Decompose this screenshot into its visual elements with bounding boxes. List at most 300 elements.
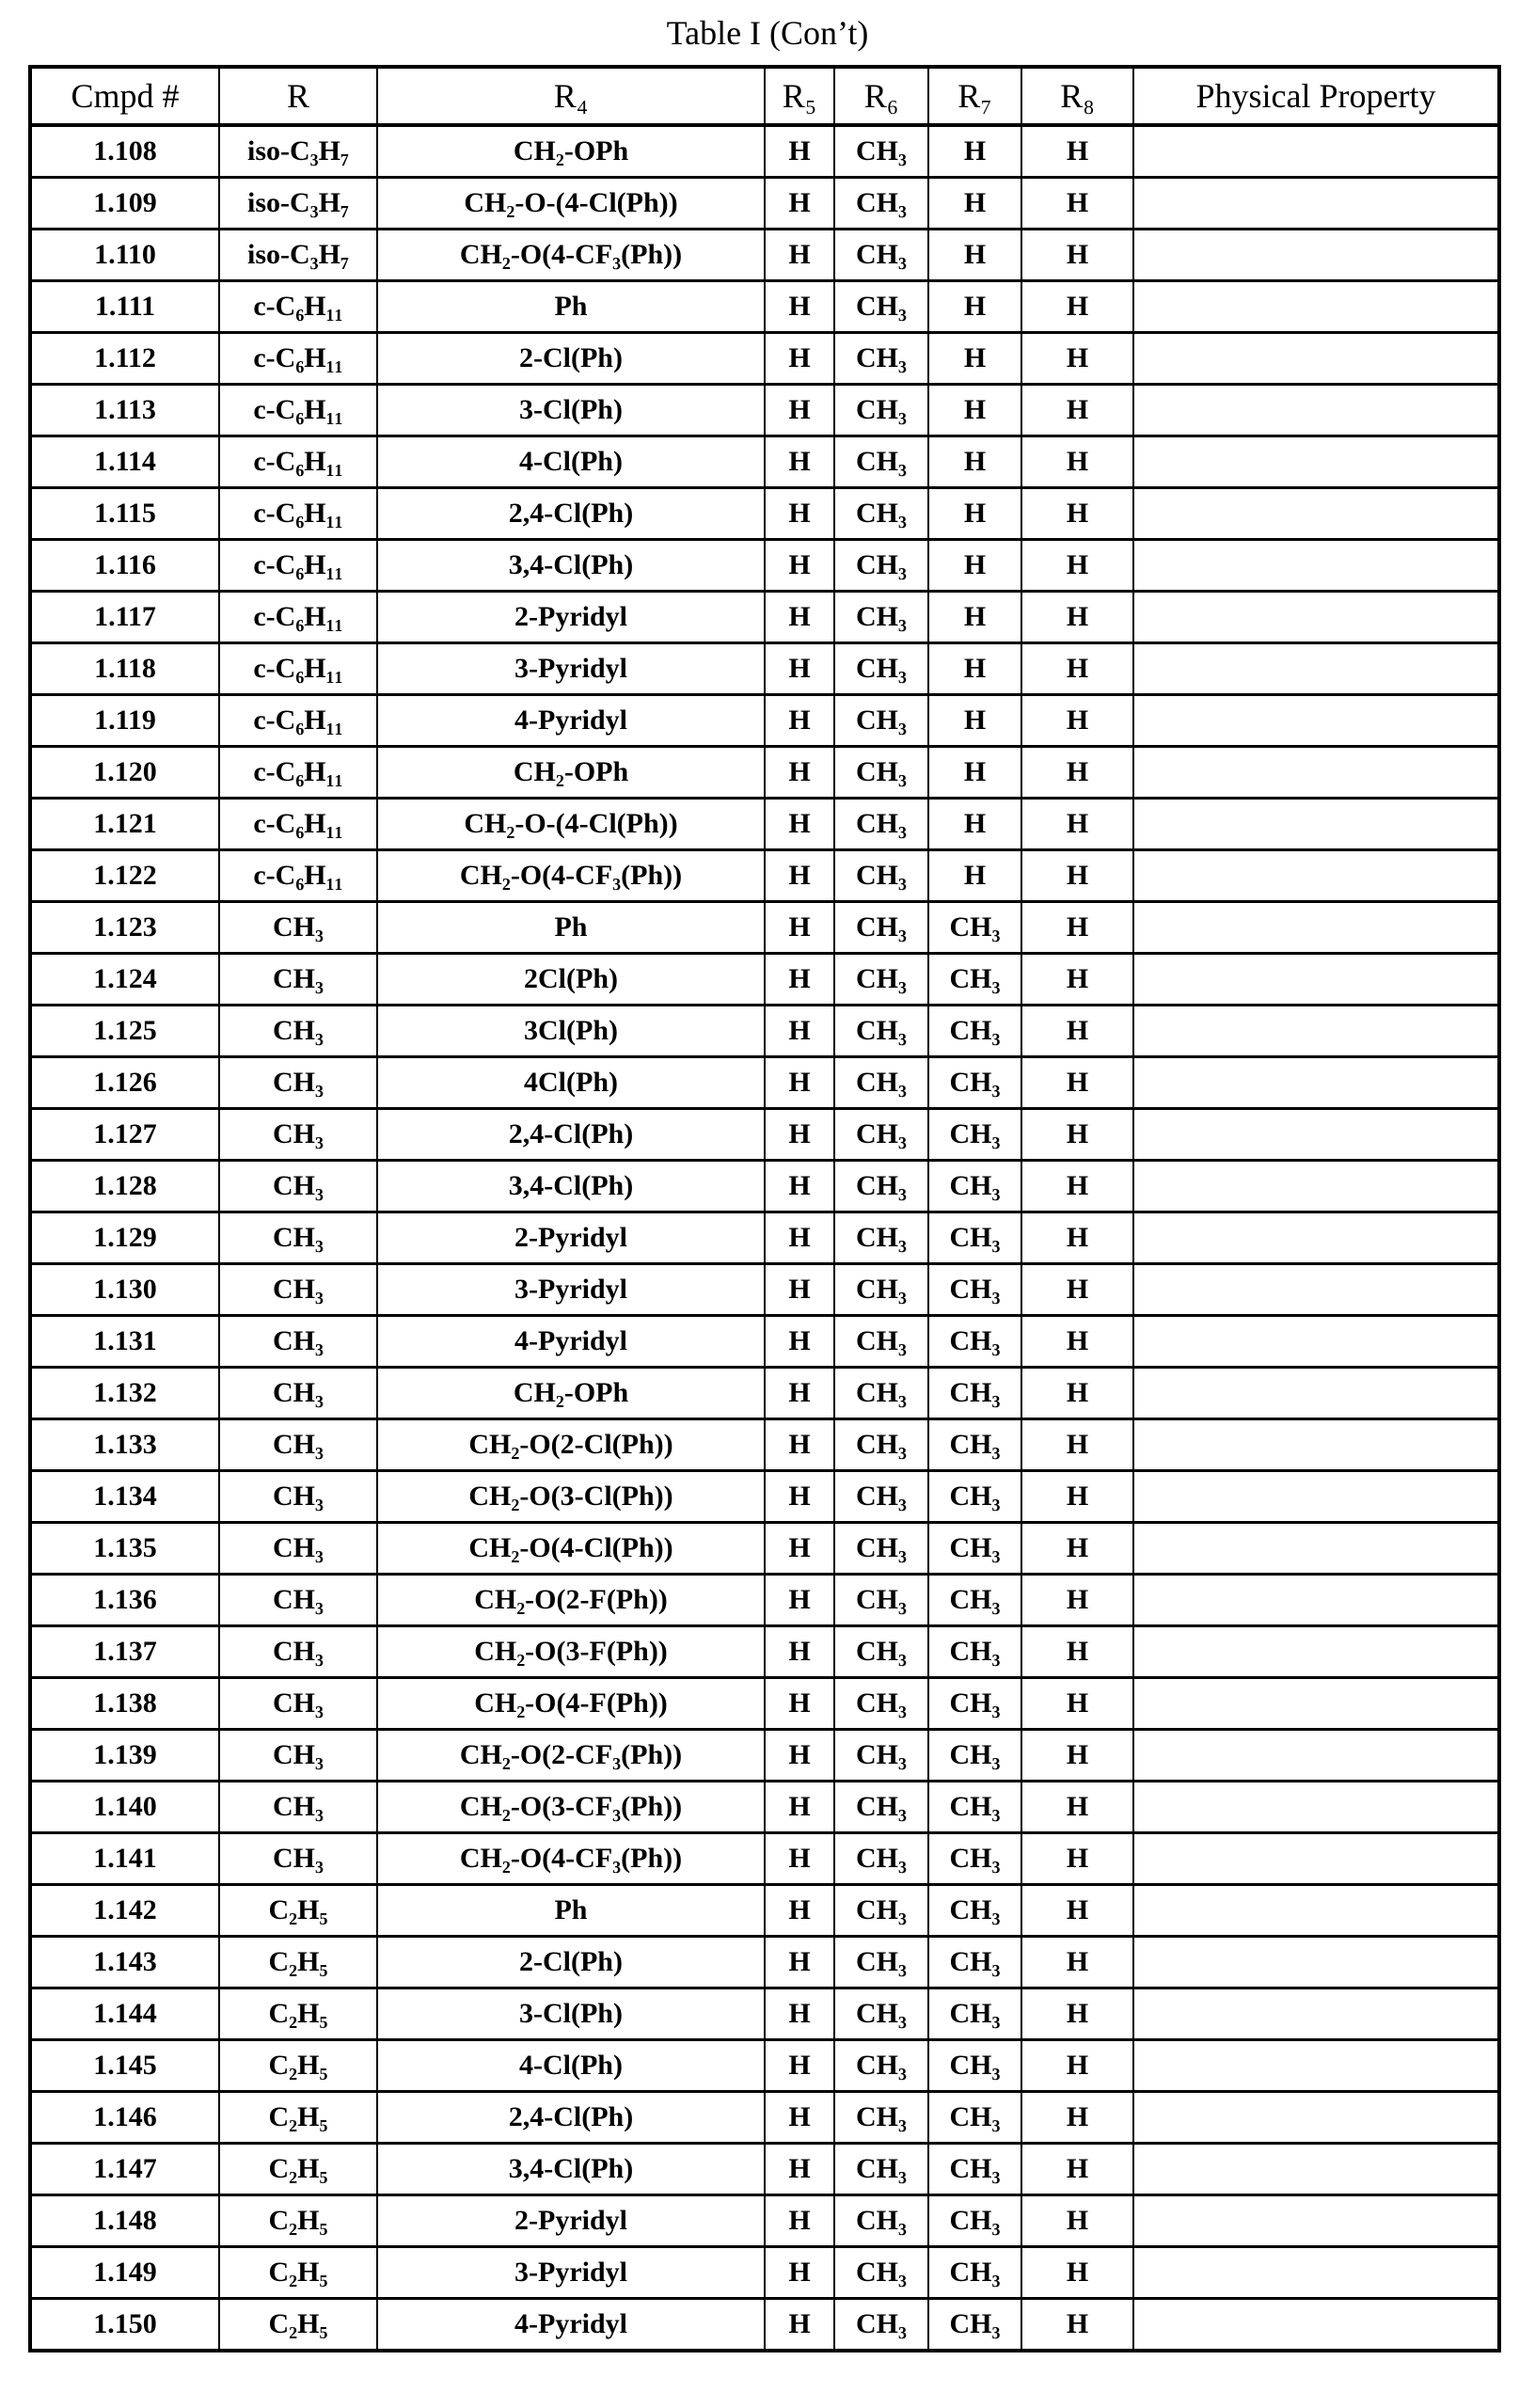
- cell-r4: 3Cl(Ph): [377, 1006, 765, 1057]
- cell-r7: H: [928, 125, 1021, 178]
- cell-r6: CH₃: [834, 1988, 928, 2040]
- cell-r: CH₃: [219, 1782, 377, 1833]
- cell-r7: H: [928, 850, 1021, 902]
- cell-r8: H: [1021, 1833, 1133, 1885]
- cell-r5: H: [765, 954, 834, 1006]
- cell-r8: H: [1021, 1161, 1133, 1212]
- cell-cmpd-number: 1.138: [30, 1678, 219, 1730]
- cell-r5: H: [765, 1678, 834, 1730]
- table-row: [30, 2092, 1499, 2144]
- cell-r7: CH₃: [928, 1575, 1021, 1626]
- cell-physical-property: [1133, 1057, 1499, 1109]
- cell-r4: CH₂-OPh: [377, 747, 765, 799]
- table-row: [30, 1368, 1499, 1419]
- cell-r5: H: [765, 799, 834, 850]
- cell-r4: CH₂-O(4-F(Ph)): [377, 1678, 765, 1730]
- cell-r5: H: [765, 125, 834, 178]
- table-row: [30, 1161, 1499, 1212]
- cell-r: c-C₆H₁₁: [219, 281, 377, 333]
- cell-cmpd-number: 1.114: [30, 436, 219, 488]
- cell-r4: 2-Pyridyl: [377, 1212, 765, 1264]
- cell-cmpd-number: 1.121: [30, 799, 219, 850]
- cell-r6: CH₃: [834, 1109, 928, 1161]
- cell-r8: H: [1021, 2040, 1133, 2092]
- cell-r6: CH₃: [834, 540, 928, 592]
- cell-r4: CH₂-O(2-Cl(Ph)): [377, 1419, 765, 1471]
- cell-r8: H: [1021, 1885, 1133, 1937]
- cell-r5: H: [765, 436, 834, 488]
- cell-r6: CH₃: [834, 1212, 928, 1264]
- cell-r7: H: [928, 281, 1021, 333]
- cell-r7: H: [928, 592, 1021, 643]
- table-row: [30, 1264, 1499, 1316]
- cell-r8: H: [1021, 1057, 1133, 1109]
- cell-r5: H: [765, 1057, 834, 1109]
- cell-r: CH₃: [219, 1316, 377, 1368]
- cell-physical-property: [1133, 2092, 1499, 2144]
- table-row: [30, 902, 1499, 954]
- cell-cmpd-number: 1.113: [30, 385, 219, 436]
- cell-r8: H: [1021, 592, 1133, 643]
- cell-r5: H: [765, 1988, 834, 2040]
- cell-r5: H: [765, 1109, 834, 1161]
- cell-r6: CH₃: [834, 385, 928, 436]
- cell-cmpd-number: 1.123: [30, 902, 219, 954]
- cell-r: c-C₆H₁₁: [219, 850, 377, 902]
- cell-cmpd-number: 1.146: [30, 2092, 219, 2144]
- cell-r: CH₃: [219, 1212, 377, 1264]
- cell-r6: CH₃: [834, 902, 928, 954]
- cell-physical-property: [1133, 1885, 1499, 1937]
- cell-r6: CH₃: [834, 333, 928, 385]
- cell-r7: CH₃: [928, 1006, 1021, 1057]
- cell-r6: CH₃: [834, 747, 928, 799]
- cell-cmpd-number: 1.148: [30, 2195, 219, 2247]
- cell-r8: H: [1021, 954, 1133, 1006]
- cell-r4: CH₂-OPh: [377, 1368, 765, 1419]
- cell-r: C₂H₅: [219, 2299, 377, 2352]
- cell-r8: H: [1021, 1523, 1133, 1575]
- cell-r: CH₃: [219, 1833, 377, 1885]
- cell-r7: CH₃: [928, 1161, 1021, 1212]
- cell-r: CH₃: [219, 954, 377, 1006]
- cell-physical-property: [1133, 1368, 1499, 1419]
- cell-cmpd-number: 1.137: [30, 1626, 219, 1678]
- cell-r7: CH₃: [928, 1833, 1021, 1885]
- cell-r4: 4-Cl(Ph): [377, 436, 765, 488]
- cell-r6: CH₃: [834, 1730, 928, 1782]
- cell-r8: H: [1021, 125, 1133, 178]
- cell-r6: CH₃: [834, 1368, 928, 1419]
- cell-cmpd-number: 1.130: [30, 1264, 219, 1316]
- cell-cmpd-number: 1.140: [30, 1782, 219, 1833]
- cell-r5: H: [765, 1368, 834, 1419]
- cell-r4: CH₂-O(2-CF₃(Ph)): [377, 1730, 765, 1782]
- cell-cmpd-number: 1.116: [30, 540, 219, 592]
- cell-r4: CH₂-O(3-F(Ph)): [377, 1626, 765, 1678]
- cell-r7: CH₃: [928, 902, 1021, 954]
- cell-r5: H: [765, 2247, 834, 2299]
- cell-r5: H: [765, 592, 834, 643]
- cell-r5: H: [765, 1626, 834, 1678]
- cell-cmpd-number: 1.149: [30, 2247, 219, 2299]
- cell-physical-property: [1133, 1212, 1499, 1264]
- cell-r: CH₃: [219, 1006, 377, 1057]
- table-row: [30, 1678, 1499, 1730]
- cell-physical-property: [1133, 592, 1499, 643]
- cell-r8: H: [1021, 2144, 1133, 2195]
- cell-r4: 2-Cl(Ph): [377, 333, 765, 385]
- cell-r4: CH₂-O(3-CF₃(Ph)): [377, 1782, 765, 1833]
- cell-r8: H: [1021, 230, 1133, 281]
- cell-r8: H: [1021, 1419, 1133, 1471]
- cell-physical-property: [1133, 2299, 1499, 2352]
- cell-cmpd-number: 1.142: [30, 1885, 219, 1937]
- cell-physical-property: [1133, 1109, 1499, 1161]
- cell-r7: H: [928, 230, 1021, 281]
- cell-r8: H: [1021, 1782, 1133, 1833]
- cell-r8: H: [1021, 1626, 1133, 1678]
- cell-physical-property: [1133, 2247, 1499, 2299]
- table-row: [30, 178, 1499, 230]
- cell-r5: H: [765, 2092, 834, 2144]
- cell-physical-property: [1133, 1626, 1499, 1678]
- cell-r7: CH₃: [928, 2195, 1021, 2247]
- cell-r7: CH₃: [928, 2299, 1021, 2352]
- cell-r: CH₃: [219, 1730, 377, 1782]
- cell-r8: H: [1021, 2247, 1133, 2299]
- cell-r: C₂H₅: [219, 2195, 377, 2247]
- cell-physical-property: [1133, 333, 1499, 385]
- cell-physical-property: [1133, 1833, 1499, 1885]
- cell-r: c-C₆H₁₁: [219, 333, 377, 385]
- cell-r7: CH₃: [928, 1988, 1021, 2040]
- cell-physical-property: [1133, 850, 1499, 902]
- table-row: [30, 385, 1499, 436]
- cell-r5: H: [765, 2040, 834, 2092]
- cell-cmpd-number: 1.143: [30, 1937, 219, 1988]
- table-row: [30, 1316, 1499, 1368]
- table-row: [30, 2247, 1499, 2299]
- cell-r4: 4-Cl(Ph): [377, 2040, 765, 2092]
- table-row: [30, 2299, 1499, 2352]
- cell-physical-property: [1133, 230, 1499, 281]
- cell-r5: H: [765, 643, 834, 695]
- cell-physical-property: [1133, 281, 1499, 333]
- cell-physical-property: [1133, 2144, 1499, 2195]
- cell-r7: CH₃: [928, 1109, 1021, 1161]
- table-row: [30, 1988, 1499, 2040]
- table-row: [30, 850, 1499, 902]
- cell-physical-property: [1133, 747, 1499, 799]
- cell-physical-property: [1133, 436, 1499, 488]
- cell-r8: H: [1021, 1678, 1133, 1730]
- table-row: [30, 954, 1499, 1006]
- cell-cmpd-number: 1.127: [30, 1109, 219, 1161]
- cell-r: C₂H₅: [219, 2040, 377, 2092]
- cell-r4: 3-Cl(Ph): [377, 385, 765, 436]
- table-row: [30, 2195, 1499, 2247]
- cell-physical-property: [1133, 1161, 1499, 1212]
- cell-r8: H: [1021, 1109, 1133, 1161]
- cell-physical-property: [1133, 385, 1499, 436]
- cell-cmpd-number: 1.112: [30, 333, 219, 385]
- cell-r8: H: [1021, 850, 1133, 902]
- cell-r4: CH₂-OPh: [377, 125, 765, 178]
- cell-physical-property: [1133, 799, 1499, 850]
- cell-r5: H: [765, 1833, 834, 1885]
- cell-r7: CH₃: [928, 1626, 1021, 1678]
- cell-r8: H: [1021, 902, 1133, 954]
- cell-physical-property: [1133, 902, 1499, 954]
- cell-cmpd-number: 1.124: [30, 954, 219, 1006]
- table-row: [30, 1109, 1499, 1161]
- cell-r7: H: [928, 333, 1021, 385]
- table-row: [30, 230, 1499, 281]
- cell-r7: H: [928, 695, 1021, 747]
- cell-r5: H: [765, 178, 834, 230]
- cell-r6: CH₃: [834, 1782, 928, 1833]
- cell-r7: CH₃: [928, 2144, 1021, 2195]
- cell-physical-property: [1133, 540, 1499, 592]
- cell-r6: CH₃: [834, 592, 928, 643]
- column-header-r6: R₆: [834, 67, 928, 125]
- cell-r: c-C₆H₁₁: [219, 436, 377, 488]
- cell-r6: CH₃: [834, 2195, 928, 2247]
- table-row: [30, 1833, 1499, 1885]
- table-row: [30, 1006, 1499, 1057]
- cell-r7: CH₃: [928, 1885, 1021, 1937]
- cell-cmpd-number: 1.145: [30, 2040, 219, 2092]
- cell-r6: CH₃: [834, 1316, 928, 1368]
- cell-r5: H: [765, 1575, 834, 1626]
- table-row: [30, 2040, 1499, 2092]
- cell-r8: H: [1021, 385, 1133, 436]
- cell-r8: H: [1021, 178, 1133, 230]
- cell-r6: CH₃: [834, 1833, 928, 1885]
- cell-r5: H: [765, 385, 834, 436]
- cell-r: C₂H₅: [219, 1988, 377, 2040]
- cell-physical-property: [1133, 2195, 1499, 2247]
- cell-r6: CH₃: [834, 1471, 928, 1523]
- cell-r7: H: [928, 747, 1021, 799]
- cell-r6: CH₃: [834, 1523, 928, 1575]
- cell-r6: CH₃: [834, 2247, 928, 2299]
- table-row: [30, 747, 1499, 799]
- cell-r4: 2,4-Cl(Ph): [377, 2092, 765, 2144]
- cell-r5: H: [765, 230, 834, 281]
- column-header-cmpd-number: Cmpd #: [30, 67, 219, 125]
- cell-cmpd-number: 1.109: [30, 178, 219, 230]
- cell-cmpd-number: 1.135: [30, 1523, 219, 1575]
- cell-r4: 3,4-Cl(Ph): [377, 2144, 765, 2195]
- cell-physical-property: [1133, 954, 1499, 1006]
- column-header-r5: R₅: [765, 67, 834, 125]
- cell-r: CH₃: [219, 1471, 377, 1523]
- cell-physical-property: [1133, 1782, 1499, 1833]
- cell-r: C₂H₅: [219, 1885, 377, 1937]
- cell-r7: CH₃: [928, 1419, 1021, 1471]
- cell-physical-property: [1133, 1575, 1499, 1626]
- cell-r6: CH₃: [834, 1575, 928, 1626]
- table-row: [30, 281, 1499, 333]
- cell-r6: CH₃: [834, 281, 928, 333]
- cell-r: C₂H₅: [219, 1937, 377, 1988]
- cell-r6: CH₃: [834, 1937, 928, 1988]
- cell-physical-property: [1133, 488, 1499, 540]
- table-row: [30, 2144, 1499, 2195]
- cell-r8: H: [1021, 1575, 1133, 1626]
- cell-r5: H: [765, 1212, 834, 1264]
- cell-r6: CH₃: [834, 1006, 928, 1057]
- cell-cmpd-number: 1.131: [30, 1316, 219, 1368]
- cell-r6: CH₃: [834, 1885, 928, 1937]
- cell-r4: CH₂-O(2-F(Ph)): [377, 1575, 765, 1626]
- cell-r: CH₃: [219, 902, 377, 954]
- compound-table: [28, 65, 1501, 2353]
- cell-r4: CH₂-O(4-Cl(Ph)): [377, 1523, 765, 1575]
- cell-r6: CH₃: [834, 850, 928, 902]
- cell-r7: CH₃: [928, 2247, 1021, 2299]
- cell-cmpd-number: 1.136: [30, 1575, 219, 1626]
- cell-r6: CH₃: [834, 488, 928, 540]
- cell-r4: 3-Cl(Ph): [377, 1988, 765, 2040]
- cell-physical-property: [1133, 1937, 1499, 1988]
- cell-r7: CH₃: [928, 1316, 1021, 1368]
- cell-r7: CH₃: [928, 1937, 1021, 1988]
- cell-r8: H: [1021, 1988, 1133, 2040]
- cell-r4: 4Cl(Ph): [377, 1057, 765, 1109]
- cell-r5: H: [765, 902, 834, 954]
- cell-r4: 3-Pyridyl: [377, 2247, 765, 2299]
- cell-r7: CH₃: [928, 1678, 1021, 1730]
- cell-r5: H: [765, 1885, 834, 1937]
- cell-r5: H: [765, 1264, 834, 1316]
- cell-r8: H: [1021, 1316, 1133, 1368]
- cell-r4: CH₂-O(4-CF₃(Ph)): [377, 230, 765, 281]
- cell-r8: H: [1021, 333, 1133, 385]
- cell-r: CH₃: [219, 1264, 377, 1316]
- cell-r6: CH₃: [834, 2144, 928, 2195]
- cell-physical-property: [1133, 1678, 1499, 1730]
- cell-r4: 4-Pyridyl: [377, 1316, 765, 1368]
- cell-cmpd-number: 1.115: [30, 488, 219, 540]
- cell-r4: CH₂-O-(4-Cl(Ph)): [377, 178, 765, 230]
- cell-r: c-C₆H₁₁: [219, 695, 377, 747]
- cell-physical-property: [1133, 695, 1499, 747]
- cell-r4: 3-Pyridyl: [377, 643, 765, 695]
- cell-cmpd-number: 1.118: [30, 643, 219, 695]
- cell-r7: H: [928, 643, 1021, 695]
- table-title: Table I (Con’t): [0, 13, 1535, 53]
- cell-cmpd-number: 1.119: [30, 695, 219, 747]
- cell-r4: 2,4-Cl(Ph): [377, 488, 765, 540]
- cell-r: C₂H₅: [219, 2144, 377, 2195]
- cell-r8: H: [1021, 1368, 1133, 1419]
- cell-r: c-C₆H₁₁: [219, 385, 377, 436]
- cell-r4: CH₂-O(4-CF₃(Ph)): [377, 850, 765, 902]
- table-row: [30, 1730, 1499, 1782]
- cell-physical-property: [1133, 1730, 1499, 1782]
- table-row: [30, 540, 1499, 592]
- cell-r: c-C₆H₁₁: [219, 592, 377, 643]
- cell-r: c-C₆H₁₁: [219, 488, 377, 540]
- table-row: [30, 1626, 1499, 1678]
- cell-cmpd-number: 1.120: [30, 747, 219, 799]
- cell-physical-property: [1133, 1523, 1499, 1575]
- cell-r8: H: [1021, 1264, 1133, 1316]
- cell-r5: H: [765, 1782, 834, 1833]
- cell-r7: CH₃: [928, 1782, 1021, 1833]
- cell-physical-property: [1133, 1471, 1499, 1523]
- cell-r7: CH₃: [928, 1212, 1021, 1264]
- table-row: [30, 1575, 1499, 1626]
- cell-r4: 2-Pyridyl: [377, 592, 765, 643]
- cell-physical-property: [1133, 125, 1499, 178]
- cell-r4: Ph: [377, 1885, 765, 1937]
- cell-r6: CH₃: [834, 643, 928, 695]
- cell-r5: H: [765, 1316, 834, 1368]
- cell-r5: H: [765, 850, 834, 902]
- column-header-r8: R₈: [1021, 67, 1133, 125]
- table-row: [30, 799, 1499, 850]
- cell-r6: CH₃: [834, 2092, 928, 2144]
- cell-r4: Ph: [377, 281, 765, 333]
- cell-r5: H: [765, 1937, 834, 1988]
- cell-r4: CH₂-O(3-Cl(Ph)): [377, 1471, 765, 1523]
- cell-r5: H: [765, 2195, 834, 2247]
- column-header-r4: R₄: [377, 67, 765, 125]
- cell-r6: CH₃: [834, 695, 928, 747]
- cell-r6: CH₃: [834, 799, 928, 850]
- cell-r8: H: [1021, 643, 1133, 695]
- cell-r8: H: [1021, 2092, 1133, 2144]
- cell-physical-property: [1133, 1419, 1499, 1471]
- table-row: [30, 695, 1499, 747]
- cell-r: C₂H₅: [219, 2247, 377, 2299]
- cell-r5: H: [765, 1730, 834, 1782]
- cell-r6: CH₃: [834, 1057, 928, 1109]
- column-header-r7: R₇: [928, 67, 1021, 125]
- cell-r7: H: [928, 540, 1021, 592]
- cell-cmpd-number: 1.117: [30, 592, 219, 643]
- cell-r8: H: [1021, 1937, 1133, 1988]
- cell-r: iso-C₃H₇: [219, 230, 377, 281]
- cell-r8: H: [1021, 281, 1133, 333]
- table-body: [30, 125, 1499, 2351]
- cell-r4: 2-Pyridyl: [377, 2195, 765, 2247]
- cell-cmpd-number: 1.128: [30, 1161, 219, 1212]
- cell-cmpd-number: 1.141: [30, 1833, 219, 1885]
- cell-r8: H: [1021, 540, 1133, 592]
- cell-physical-property: [1133, 1006, 1499, 1057]
- cell-cmpd-number: 1.144: [30, 1988, 219, 2040]
- cell-r5: H: [765, 2299, 834, 2352]
- cell-r: c-C₆H₁₁: [219, 747, 377, 799]
- cell-r8: H: [1021, 695, 1133, 747]
- cell-r7: CH₃: [928, 1471, 1021, 1523]
- cell-physical-property: [1133, 178, 1499, 230]
- cell-cmpd-number: 1.133: [30, 1419, 219, 1471]
- cell-cmpd-number: 1.150: [30, 2299, 219, 2352]
- cell-r: CH₃: [219, 1057, 377, 1109]
- cell-r5: H: [765, 695, 834, 747]
- cell-cmpd-number: 1.122: [30, 850, 219, 902]
- table-row: [30, 1057, 1499, 1109]
- cell-r: CH₃: [219, 1109, 377, 1161]
- cell-r4: CH₂-O-(4-Cl(Ph)): [377, 799, 765, 850]
- table-row: [30, 1885, 1499, 1937]
